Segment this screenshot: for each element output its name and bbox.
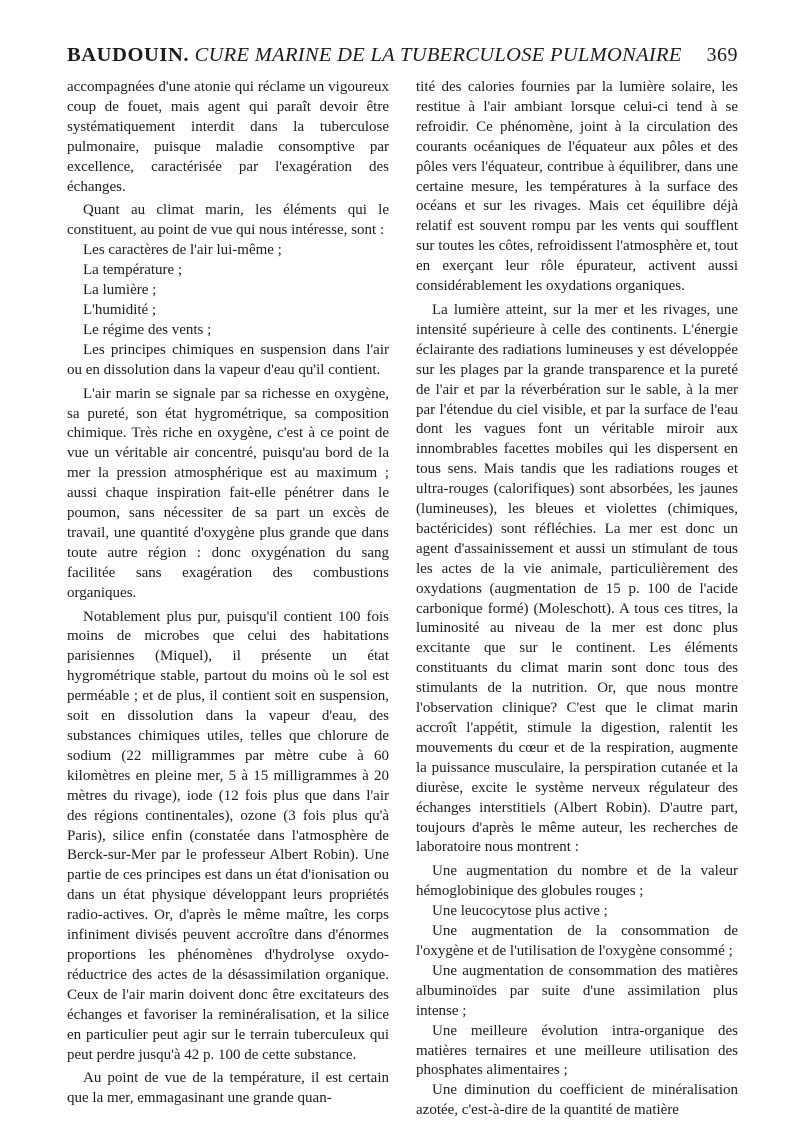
list-item: Une augmentation de consommation des matières albuminoïdes par suite d'une assimilation plus intense ; (416, 962, 738, 1019)
left-column (67, 78, 389, 1121)
paragraph: Quant au climat marin, les éléments qui le constituent, au point de vue qui nous intéresse, sont : (67, 202, 389, 239)
list-item: Une diminution du coefficient de minéralisation azotée, c'est-à-dire de la quantité de matière (416, 1082, 738, 1119)
list-item: L'humidité ; (83, 301, 157, 318)
list-item: Le régime des vents ; (83, 321, 212, 338)
right-column (416, 78, 738, 1121)
paragraph: Au point de vue de la température, il est certain que la mer, emmagasinant une grande quan- (67, 1070, 389, 1107)
paragraph: accompagnées d'une atonie qui réclame un vigoureux coup de fouet, mais agent qui paraît devoir être systématiquement interdit dans la tuberculose pulmonaire, puisque maladie consomptive par excellence, caractérisée par l'exagération des échanges. (67, 79, 389, 195)
list-item: Une augmentation du nombre et de la valeur hémoglobinique des globules rouges ; (416, 863, 738, 900)
paragraph: La lumière atteint, sur la mer et les rivages, une intensité supérieure à celle des continents. L'énergie éclairante des radiations lumineuses y est développée sur les plages par la grande transparence et la pureté de l'air et par la réverbération sur le sable, à la mer par l'étendue du ciel visible, et par la surface de l'eau dont les vagues font un véritable miroir aux innombrables facettes mobiles qui les dispersent en tous sens. Mais tandis que les radiations rouges et ultra-rouges (calorifiques) sont absorbées, les jaunes (lumineuses), les bleues et violettes (chimiques, bactéricides) sont réfléchies. La mer est donc un agent d'assainissement et aussi un stimulant de tous les actes de la vie animale, particulièrement des oxydations (augmentation de 15 p. 100 de l'acide carbonique formé) (Moleschott). A tous ces titres, la luminosité au niveau de la mer est donc plus excitante que sur le continent. Les éléments constituants du climat marin sont donc tous des stimulants de la nutrition. Or, que nous montre l'observation clinique? C'est que le climat marin accroît l'appétit, stimule la digestion, ralentit les mouvements du cœur et de la respiration, augmente la puissance musculaire, la perspiration cutanée et la diurèse, excite le système nerveux régulateur des échanges interstitiels (Albert Robin). D'autre part, toujours d'après le même auteur, les recherches de laboratoire nous montrent : (416, 301, 738, 856)
list-item: Une augmentation de la consommation de l'oxygène et de l'utilisation de l'oxygène consommé ; (416, 923, 738, 959)
list-item: Une meilleure évolution intra-organique des matières ternaires et une meilleure utilisation des phosphates alimentaires ; (416, 1022, 738, 1079)
paragraph: Notablement plus pur, puisqu'il contient 100 fois moins de microbes que celui des habitations parisiennes (Miquel), il présente un état hygrométrique stable, partout du moins où le sol est perméable ; et de plus, il contient soit en suspension, soit en dissolution dans la vapeur d'eau, des substances chimiques utiles, telles que chlorure de sodium (22 milligrammes par mètre cube à 60 kilomètres en pleine mer, 5 à 15 milligrammes à 20 mètres du rivage), iode (12 fois plus que dans l'air des régions continentales), ozone (3 fois plus qu'à Paris), silice enfin (constatée dans l'atmosphère de Berck-sur-Mer par le professeur Albert Robin). Une partie de ces principes est dans un état d'ionisation ou dans un état physique développant leurs propriétés radio-actives. Or, d'après le même maître, les corps infiniment divisés peuvent accroître dans d'énormes proportions les phénomènes d'hydrolyse oxydo-réductrice des actes de la désassimilation organique. Ceux de l'air marin doivent donc être excitateurs des échanges et favoriser la reminéralisation, et la silice en particulier peut agir sur le terrain tuberculeux qui peut perdre jusqu'à 42 p. 100 de cette substance. (67, 608, 389, 1063)
article-title: CURE MARINE DE LA TUBERCULOSE PULMONAIRE (194, 44, 682, 66)
paragraph: L'air marin se signale par sa richesse en oxygène, sa pureté, son état hygrométrique, sa composition chimique. Très riche en oxygène, c'est à ce point de vue un véritable air concentré, puisqu'au bord de la mer la pression atmosphérique est au maximum ; aussi chaque inspiration fait-elle pénétrer dans le poumon, sans nécessiter de sa part un excès de travail, une quantité d'oxygène plus grande que dans toute autre région : donc oxygénation du sang facilitée sans exagération des combustions organiques. (67, 385, 389, 601)
running-header (67, 44, 738, 74)
running-title (67, 44, 682, 67)
paragraph: tité des calories fournies par la lumière solaire, les restitue à l'air ambiant lorsque celui-ci tend à se refroidir. Ce phénomène, joint à la circulation des courants océaniques de l'équateur aux pôles et des pôles vers l'équateur, contribue à équilibrer, dans une certaine mesure, les températures à la surface des océans et sur les rivages. Mais cet équilibre déjà relatif est souvent rompu par les vents qui soufflent sur toutes les côtes, refroidissent l'atmosphère et, tout en exerçant leur rôle épurateur, activent aussi considérablement les oxydations organiques. (416, 79, 738, 295)
paragraph: Les principes chimiques en suspension dans l'air ou en dissolution dans la vapeur d'eau qu'il contient. (67, 341, 389, 378)
list-item: La lumière ; (83, 282, 157, 299)
list-item: Les caractères de l'air lui-même ; (83, 242, 282, 259)
page-number: 369 (706, 44, 738, 66)
author-name: BAUDOUIN. (67, 44, 190, 66)
list-item: Une leucocytose plus active ; (432, 903, 608, 920)
list-item: La température ; (83, 262, 183, 279)
text-columns (67, 78, 738, 1121)
